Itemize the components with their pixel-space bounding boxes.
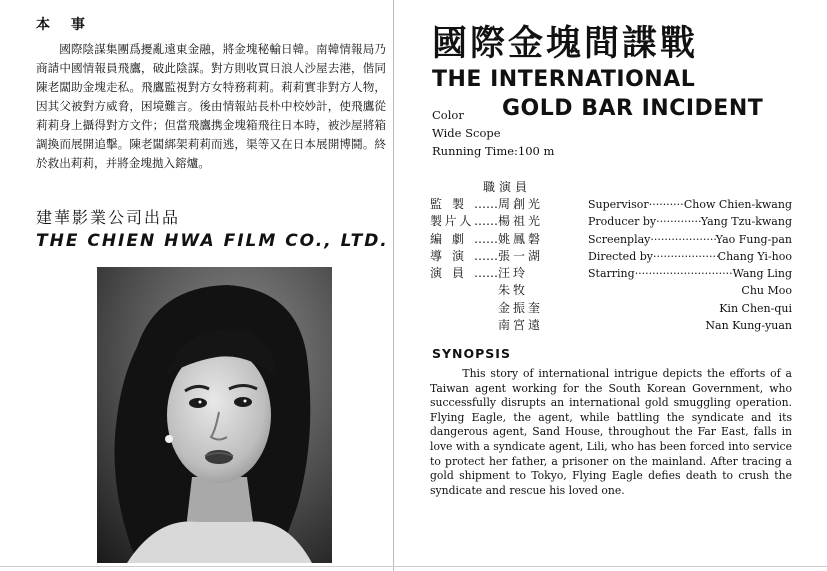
- credit-row-zh: [430, 282, 580, 299]
- credit-role-en: Supervisor: [588, 198, 649, 211]
- credit-name-en: Chang Yi-hoo: [717, 249, 792, 263]
- bottom-rule: [0, 566, 827, 567]
- story-text-zh: [36, 40, 386, 173]
- credit-name-zh: 汪玲: [498, 266, 529, 281]
- credit-role-en: Directed by: [588, 249, 653, 263]
- credit-row-en: [588, 248, 792, 265]
- credit-name-zh: 朱牧: [498, 283, 529, 298]
- credit-name-zh: 楊祖光: [498, 214, 544, 229]
- company-name-zh: 建華影業公司出品: [36, 208, 181, 227]
- synopsis-text: [430, 367, 792, 498]
- credit-role-en: Starring: [588, 267, 635, 281]
- credit-name-en: Yang Tzu-kwang: [700, 215, 792, 229]
- company-name-en: THE CHIEN HWA FILM CO., LTD.: [36, 231, 389, 251]
- credits-en-list: [588, 196, 792, 334]
- title-en-line1: THE INTERNATIONAL: [432, 67, 696, 92]
- credit-name-en: Kin Chen-qui: [719, 301, 792, 315]
- credit-row-en: [588, 265, 792, 282]
- credit-role-zh: 製 片 人 ……: [430, 214, 498, 229]
- credit-row-en: [588, 317, 792, 334]
- portrait-illustration: [97, 267, 332, 563]
- credit-name-zh: 張一湖: [498, 248, 544, 263]
- credit-row-zh: [430, 213, 580, 230]
- credit-row-en: [588, 231, 792, 248]
- credit-row-zh: [430, 300, 580, 317]
- credit-name-en: Yao Fung-pan: [715, 232, 792, 246]
- actress-photo: [97, 267, 332, 563]
- credit-role-en: Screenplay: [588, 232, 651, 246]
- credit-leader-dots: [656, 213, 701, 230]
- credit-row-en: [588, 282, 792, 299]
- credit-role-zh: 導 演 ……: [430, 248, 498, 263]
- credit-row-zh: [430, 317, 580, 334]
- credit-name-zh: 金振奎: [498, 300, 544, 315]
- credit-row-en: [588, 300, 792, 317]
- column-divider: [393, 0, 394, 571]
- credit-row-zh: [430, 265, 580, 282]
- meta-running-time: Running Time:100 m: [432, 144, 555, 158]
- meta-color: Color: [432, 108, 464, 122]
- credit-leader-dots: [635, 265, 733, 282]
- meta-scope: Wide Scope: [432, 126, 501, 140]
- credit-leader-dots: [649, 196, 684, 213]
- credit-row-zh: [430, 231, 580, 248]
- credits-heading: 職演員: [483, 180, 532, 194]
- credit-row-en: [588, 213, 792, 230]
- credit-name-zh: 南宮遠: [498, 318, 544, 333]
- credit-name-zh: 周創光: [498, 197, 544, 211]
- synopsis-heading: SYNOPSIS: [432, 346, 511, 361]
- credit-leader-dots: [653, 248, 718, 265]
- credit-name-en: Chu Moo: [741, 284, 792, 298]
- credit-name-zh: 姚鳳磐: [498, 231, 544, 246]
- credit-row-zh: [430, 248, 580, 265]
- credit-role-zh: 演 員 ……: [430, 266, 498, 281]
- credit-name-en: Chow Chien-kwang: [683, 198, 792, 211]
- synopsis-paragraph: This story of international intrigue depicts the efforts of a Taiwan agent working for the South Korean Government, who successfully disrupts an international gold smuggling operation. Flying Eagle, the agent, while battling the syndicate and its dangerous agent, Sand House, throughout the Far East, falls in love with a syndicate agent, Lili, who has been forced into service to protect her father, a prisoner on the mainland. After tracing a gold shipment to Tokyo, Flying Eagle defies death to crush the syndicate and rescue his loved one.: [430, 367, 792, 497]
- story-heading: 本 事: [36, 17, 93, 33]
- credit-name-en: Wang Ling: [732, 267, 792, 281]
- credit-role-en: Producer by: [588, 215, 657, 229]
- credit-row-zh: [430, 196, 580, 213]
- credit-name-en: Nan Kung-yuan: [705, 319, 792, 333]
- credit-role-zh: 編 劇 ……: [430, 231, 498, 246]
- title-en-line2: GOLD BAR INCIDENT: [502, 96, 764, 121]
- credit-leader-dots: [650, 231, 715, 248]
- credits-zh-list: [430, 196, 580, 334]
- story-paragraph: 國際陰謀集團爲擾亂遠東金融，將金塊秘輸日韓。南韓情報局乃商請中國情報員飛鷹，破此陰謀。對方則收買日浪人沙屋去港，偕同陳老闆助金塊走私。飛鷹監視對方女特務莉莉。莉莉實非對方人物，因其父被對方威脅，困境難言。後由情報站長朴中校妙計，使飛鷹從莉莉身上攝得對方文件；但當飛鷹携金塊箱飛往日本時，被沙屋將箱調換而展開追擊。陳老闆綁架莉莉而逃，渠等又在日本展開博鬪。終於救出莉莉，并將金塊拋入鎔爐。: [36, 42, 386, 170]
- credit-row-en: [588, 196, 792, 213]
- title-zh: 國際金塊間諜戰: [432, 23, 699, 64]
- credit-role-zh: 監 製 ……: [430, 197, 498, 211]
